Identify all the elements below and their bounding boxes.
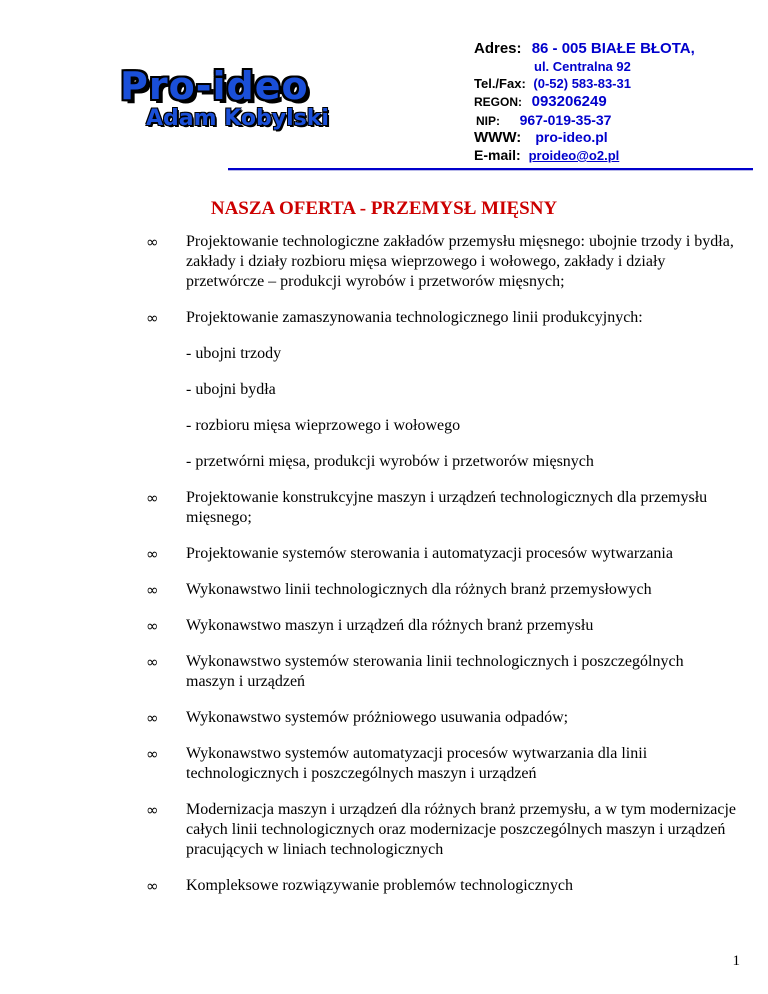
nip-label: NIP: bbox=[476, 114, 500, 128]
address-line2: ul. Centralna 92 bbox=[534, 59, 631, 74]
www-value[interactable]: pro-ideo.pl bbox=[535, 129, 608, 145]
infinity-bullet-icon: ∞ bbox=[146, 233, 159, 251]
www-row bbox=[474, 129, 608, 146]
email-link[interactable]: proideo@o2.pl bbox=[528, 148, 620, 163]
list-item bbox=[146, 580, 736, 600]
nip-row bbox=[476, 112, 611, 128]
address-line2-row bbox=[534, 59, 631, 74]
list-item-text: Wykonawstwo maszyn i urządzeń dla różnych branż przemysłu bbox=[186, 617, 594, 634]
sub-list-item: - rozbioru mięsa wieprzowego i wołowego bbox=[186, 417, 461, 434]
infinity-bullet-icon: ∞ bbox=[146, 653, 159, 671]
email-label: E-mail: bbox=[474, 147, 521, 163]
infinity-bullet-icon: ∞ bbox=[146, 309, 159, 327]
address-row bbox=[474, 40, 695, 57]
infinity-bullet-icon: ∞ bbox=[146, 709, 159, 727]
tel-value: (0-52) 583-83-31 bbox=[533, 76, 631, 91]
list-item bbox=[146, 800, 736, 860]
infinity-bullet-icon: ∞ bbox=[146, 581, 159, 599]
infinity-bullet-icon: ∞ bbox=[146, 801, 159, 819]
regon-row bbox=[474, 93, 607, 110]
nip-value: 967-019-35-37 bbox=[519, 112, 612, 128]
email-row bbox=[474, 147, 619, 163]
page-number: 1 bbox=[732, 953, 740, 969]
offer-list bbox=[146, 232, 736, 912]
company-logo bbox=[118, 66, 386, 136]
list-item-text: Wykonawstwo systemów sterowania linii technologicznych i poszczególnych maszyn i urządzeń bbox=[186, 653, 684, 690]
list-item-text: Projektowanie systemów sterowania i automatyzacji procesów wytwarzania bbox=[186, 545, 673, 562]
list-item bbox=[146, 232, 736, 292]
list-item-text: Wykonawstwo systemów próżniowego usuwania odpadów; bbox=[186, 709, 569, 726]
regon-label: REGON: bbox=[474, 95, 522, 109]
infinity-bullet-icon: ∞ bbox=[146, 617, 159, 635]
sub-list-item: - przetwórni mięsa, produkcji wyrobów i przetworów mięsnych bbox=[186, 453, 594, 470]
logo-sub-text: Adam Kobylski bbox=[146, 106, 329, 131]
infinity-bullet-icon: ∞ bbox=[146, 877, 159, 895]
infinity-bullet-icon: ∞ bbox=[146, 489, 159, 507]
list-item bbox=[146, 308, 736, 328]
list-item bbox=[146, 652, 736, 692]
sub-list-item: - ubojni trzody bbox=[186, 345, 282, 362]
list-item-text: Projektowanie zamaszynowania technologicznego linii produkcyjnych: bbox=[186, 309, 643, 326]
header-divider-shadow bbox=[228, 170, 753, 171]
list-item bbox=[146, 616, 736, 636]
infinity-bullet-icon: ∞ bbox=[146, 745, 159, 763]
list-item bbox=[146, 488, 736, 528]
infinity-bullet-icon: ∞ bbox=[146, 545, 159, 563]
sub-list-item: - ubojni bydła bbox=[186, 381, 276, 398]
list-item bbox=[146, 876, 736, 896]
list-item bbox=[146, 744, 736, 784]
list-item bbox=[146, 544, 736, 564]
list-item-text: Projektowanie technologiczne zakładów przemysłu mięsnego: ubojnie trzody i bydła, zakłady i działy rozbioru mięsa wieprzowego i wołowego, zakłady i działy przetwórcze – produkcji wyrobów i przetworów mięsnych; bbox=[186, 233, 734, 290]
list-item-text: Wykonawstwo systemów automatyzacji procesów wytwarzania dla linii technologicznych i poszczególnych maszyn i urządzeń bbox=[186, 745, 648, 782]
list-item bbox=[146, 708, 736, 728]
page-title: NASZA OFERTA - PRZEMYSŁ MIĘSNY bbox=[210, 198, 558, 219]
tel-row bbox=[474, 76, 631, 91]
tel-label: Tel./Fax: bbox=[474, 76, 526, 91]
list-item-text: Kompleksowe rozwiązywanie problemów technologicznych bbox=[186, 877, 573, 894]
list-item-text: Modernizacja maszyn i urządzeń dla różnych branż przemysłu, a w tym modernizacje całych linii technologicznych oraz modernizacje poszczególnych maszyn i urządzeń pracujących w liniach technologicznych bbox=[186, 801, 736, 858]
list-item-text: Wykonawstwo linii technologicznych dla różnych branż przemysłowych bbox=[186, 581, 652, 598]
regon-value: 093206249 bbox=[531, 93, 607, 110]
list-item-text: Projektowanie konstrukcyjne maszyn i urządzeń technologicznych dla przemysłu mięsnego; bbox=[186, 489, 708, 526]
logo-main-text: Pro-ideo bbox=[120, 64, 309, 108]
address-label: Adres: bbox=[474, 40, 522, 57]
www-label: WWW: bbox=[474, 129, 522, 146]
address-line1: 86 - 005 BIAŁE BŁOTA, bbox=[531, 40, 695, 57]
